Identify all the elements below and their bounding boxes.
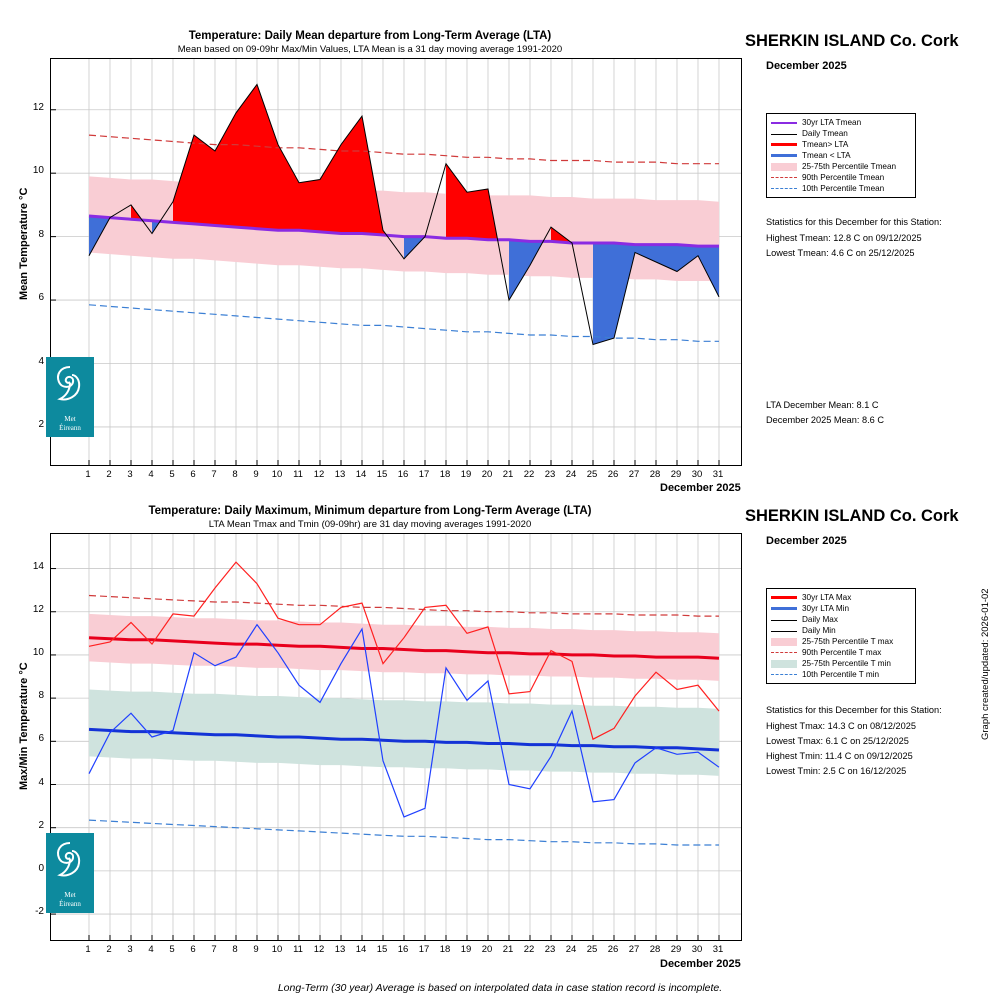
x-tick-label: 16 — [397, 469, 409, 480]
x-tick-label: 24 — [565, 944, 577, 955]
chart-subtitle-bottom: LTA Mean Tmax and Tmin (09-09hr) are 31 day moving averages 1991-2020 — [208, 519, 532, 530]
x-tick-label: 25 — [586, 469, 598, 480]
y-tick-label: 12 — [32, 101, 44, 113]
legend-label: Daily Max — [802, 615, 838, 624]
legend-bottom-item — [771, 636, 911, 647]
legend-key-icon — [771, 604, 797, 614]
stats-line: Lowest Tmax: 6.1 C on 25/12/2025 — [766, 736, 909, 746]
legend-label: 25-75th Percentile Tmean — [802, 162, 897, 171]
x-tick-label: 29 — [670, 944, 682, 955]
legend-label: Daily Tmean — [802, 129, 848, 138]
legend-label: 10th Percentile Tmean — [802, 184, 885, 193]
legend-bottom — [766, 588, 916, 684]
statistics-bottom — [766, 703, 942, 779]
x-tick-label: 2 — [106, 944, 112, 955]
legend-key-icon — [771, 140, 797, 150]
y-tick-label: 4 — [38, 776, 44, 788]
x-tick-label: 31 — [712, 469, 724, 480]
legend-label: Daily Min — [802, 626, 836, 635]
legend-bottom-item — [771, 603, 911, 614]
legend-label: 30yr LTA Min — [802, 604, 850, 613]
x-tick-label: 26 — [607, 469, 619, 480]
legend-bottom-item — [771, 625, 911, 636]
x-tick-label: 2 — [106, 469, 112, 480]
maxmin-temperature-chart — [51, 534, 741, 940]
y-tick-label: 10 — [32, 165, 44, 177]
x-tick-label: 30 — [691, 944, 703, 955]
legend-top-item — [771, 128, 911, 139]
x-tick-label: 23 — [544, 944, 556, 955]
stats-header-top: Statistics for this December for this Station: — [766, 217, 942, 227]
met-eireann-logo-bottom — [46, 833, 94, 913]
legend-top-item — [771, 161, 911, 172]
met-eireann-swirl-icon — [52, 839, 88, 879]
x-tick-label: 30 — [691, 469, 703, 480]
y-tick-label: -2 — [35, 906, 44, 918]
y-tick-label: 8 — [38, 228, 44, 240]
legend-label: 90th Percentile Tmean — [802, 173, 885, 182]
x-tick-label: 8 — [232, 469, 238, 480]
legend-key-icon — [771, 659, 797, 669]
legend-label: 30yr LTA Tmean — [802, 118, 862, 127]
x-tick-label: 17 — [418, 469, 430, 480]
mean-temperature-chart — [51, 59, 741, 465]
x-tick-label: 6 — [190, 944, 196, 955]
y-tick-label: 14 — [32, 560, 44, 572]
y-tick-label: 6 — [38, 292, 44, 304]
x-tick-label: 29 — [670, 469, 682, 480]
x-tick-label: 19 — [460, 944, 472, 955]
station-name-top: SHERKIN ISLAND Co. Cork — [745, 32, 959, 50]
x-tick-label: 17 — [418, 944, 430, 955]
legend-top-item — [771, 139, 911, 150]
legend-bottom-item — [771, 647, 911, 658]
legend-top — [766, 113, 916, 198]
x-tick-label: 15 — [376, 944, 388, 955]
x-tick-label: 11 — [293, 944, 303, 955]
x-tick-label: 14 — [355, 944, 367, 955]
chart-title-top: Temperature: Daily Mean departure from Long-Term Average (LTA) — [188, 30, 552, 42]
legend-label: 30yr LTA Max — [802, 593, 852, 602]
x-tick-label: 26 — [607, 944, 619, 955]
legend-label: Tmean < LTA — [802, 151, 851, 160]
x-tick-label: 22 — [523, 469, 535, 480]
x-tick-label: 8 — [232, 944, 238, 955]
legend-key-icon — [771, 648, 797, 658]
legend-key-icon — [771, 670, 797, 680]
x-tick-label: 22 — [523, 944, 535, 955]
legend-key-icon — [771, 626, 797, 636]
legend-key-icon — [771, 173, 797, 183]
legend-label: 25-75th Percentile T max — [802, 637, 894, 646]
x-tick-label: 27 — [628, 469, 640, 480]
legend-label: 25-75th Percentile T min — [802, 659, 891, 668]
x-tick-label: 6 — [190, 469, 196, 480]
y-axis-label-top: Mean Temperature °C — [18, 187, 30, 300]
y-tick-label: 4 — [38, 355, 44, 367]
logo-text-bottom: Met Éireann — [59, 891, 81, 908]
legend-top-item — [771, 150, 911, 161]
legend-key-icon — [771, 162, 797, 172]
stats-line: Lowest Tmean: 4.6 C on 25/12/2025 — [766, 248, 915, 258]
statistics-top — [766, 215, 942, 261]
x-tick-label: 15 — [376, 469, 388, 480]
logo-text-top: Met Éireann — [59, 415, 81, 432]
y-tick-label: 8 — [38, 690, 44, 702]
x-tick-label: 13 — [334, 944, 346, 955]
x-tick-label: 23 — [544, 469, 556, 480]
x-tick-label: 27 — [628, 944, 640, 955]
x-tick-label: 12 — [313, 944, 325, 955]
x-tick-label: 7 — [211, 469, 217, 480]
x-tick-label: 18 — [439, 469, 451, 480]
x-tick-label: 28 — [649, 469, 661, 480]
stats-line: December 2025 Mean: 8.6 C — [766, 415, 884, 425]
month-label-bottom: December 2025 — [766, 535, 847, 547]
footer-statistics-top — [766, 398, 884, 428]
stats-line: Lowest Tmin: 2.5 C on 16/12/2025 — [766, 766, 907, 776]
legend-key-icon — [771, 118, 797, 128]
legend-top-item — [771, 172, 911, 183]
stats-header-bottom: Statistics for this December for this Station: — [766, 705, 942, 715]
x-tick-label: 3 — [127, 944, 133, 955]
stats-line: LTA December Mean: 8.1 C — [766, 400, 879, 410]
x-tick-label: 5 — [169, 944, 175, 955]
x-tick-label: 4 — [148, 944, 154, 955]
met-eireann-logo-top — [46, 357, 94, 437]
created-updated-label: Graph created/updated: 2026-01-02 — [980, 588, 991, 740]
x-tick-label: 11 — [293, 469, 303, 480]
chart-title-bottom: Temperature: Daily Maximum, Minimum departure from Long-Term Average (LTA) — [148, 505, 592, 517]
x-axis-title-top: December 2025 — [660, 482, 741, 494]
x-tick-label: 13 — [334, 469, 346, 480]
legend-label: 90th Percentile T max — [802, 648, 882, 657]
legend-label: 10th Percentile T min — [802, 670, 880, 679]
x-tick-label: 12 — [313, 469, 325, 480]
x-tick-label: 1 — [85, 944, 91, 955]
legend-bottom-item — [771, 669, 911, 680]
y-tick-label: 0 — [38, 862, 44, 874]
legend-top-item — [771, 183, 911, 194]
legend-key-icon — [771, 151, 797, 161]
x-tick-label: 4 — [148, 469, 154, 480]
x-tick-label: 16 — [397, 944, 409, 955]
y-axis-label-bottom: Max/Min Temperature °C — [18, 662, 30, 790]
x-tick-label: 9 — [253, 944, 259, 955]
x-tick-label: 20 — [481, 944, 493, 955]
x-tick-label: 21 — [502, 944, 514, 955]
y-tick-label: 2 — [38, 418, 44, 430]
x-axis-title-bottom: December 2025 — [660, 958, 741, 970]
legend-key-icon — [771, 615, 797, 625]
stats-line: Highest Tmin: 11.4 C on 09/12/2025 — [766, 751, 913, 761]
legend-label: Tmean> LTA — [802, 140, 849, 149]
y-tick-label: 6 — [38, 733, 44, 745]
x-tick-label: 31 — [712, 944, 724, 955]
legend-top-item — [771, 117, 911, 128]
y-tick-label: 12 — [32, 603, 44, 615]
legend-key-icon — [771, 184, 797, 194]
y-tick-label: 2 — [38, 819, 44, 831]
x-tick-label: 25 — [586, 944, 598, 955]
x-tick-label: 10 — [271, 469, 283, 480]
x-tick-label: 5 — [169, 469, 175, 480]
x-tick-label: 3 — [127, 469, 133, 480]
x-tick-label: 19 — [460, 469, 472, 480]
x-tick-label: 21 — [502, 469, 514, 480]
footer-note: Long-Term (30 year) Average is based on interpolated data in case station record is incomplete. — [277, 982, 723, 994]
x-tick-label: 10 — [271, 944, 283, 955]
legend-bottom-item — [771, 658, 911, 669]
x-tick-label: 20 — [481, 469, 493, 480]
legend-key-icon — [771, 637, 797, 647]
legend-key-icon — [771, 129, 797, 139]
plot-area-bottom — [50, 533, 742, 941]
plot-area-top — [50, 58, 742, 466]
stats-line: Highest Tmean: 12.8 C on 09/12/2025 — [766, 233, 922, 243]
legend-bottom-item — [771, 614, 911, 625]
x-tick-label: 24 — [565, 469, 577, 480]
x-tick-label: 9 — [253, 469, 259, 480]
legend-key-icon — [771, 593, 797, 603]
month-label-top: December 2025 — [766, 60, 847, 72]
maxmin-temperature-panel — [0, 500, 1000, 1000]
y-tick-label: 10 — [32, 646, 44, 658]
stats-line: Highest Tmax: 14.3 C on 08/12/2025 — [766, 721, 916, 731]
met-eireann-swirl-icon — [52, 363, 88, 403]
legend-bottom-item — [771, 592, 911, 603]
x-tick-label: 18 — [439, 944, 451, 955]
station-name-bottom: SHERKIN ISLAND Co. Cork — [745, 507, 959, 525]
x-tick-label: 7 — [211, 944, 217, 955]
x-tick-label: 14 — [355, 469, 367, 480]
x-tick-label: 28 — [649, 944, 661, 955]
chart-subtitle-top: Mean based on 09-09hr Max/Min Values, LTA Mean is a 31 day moving average 1991-2020 — [177, 44, 563, 55]
x-tick-label: 1 — [85, 469, 91, 480]
